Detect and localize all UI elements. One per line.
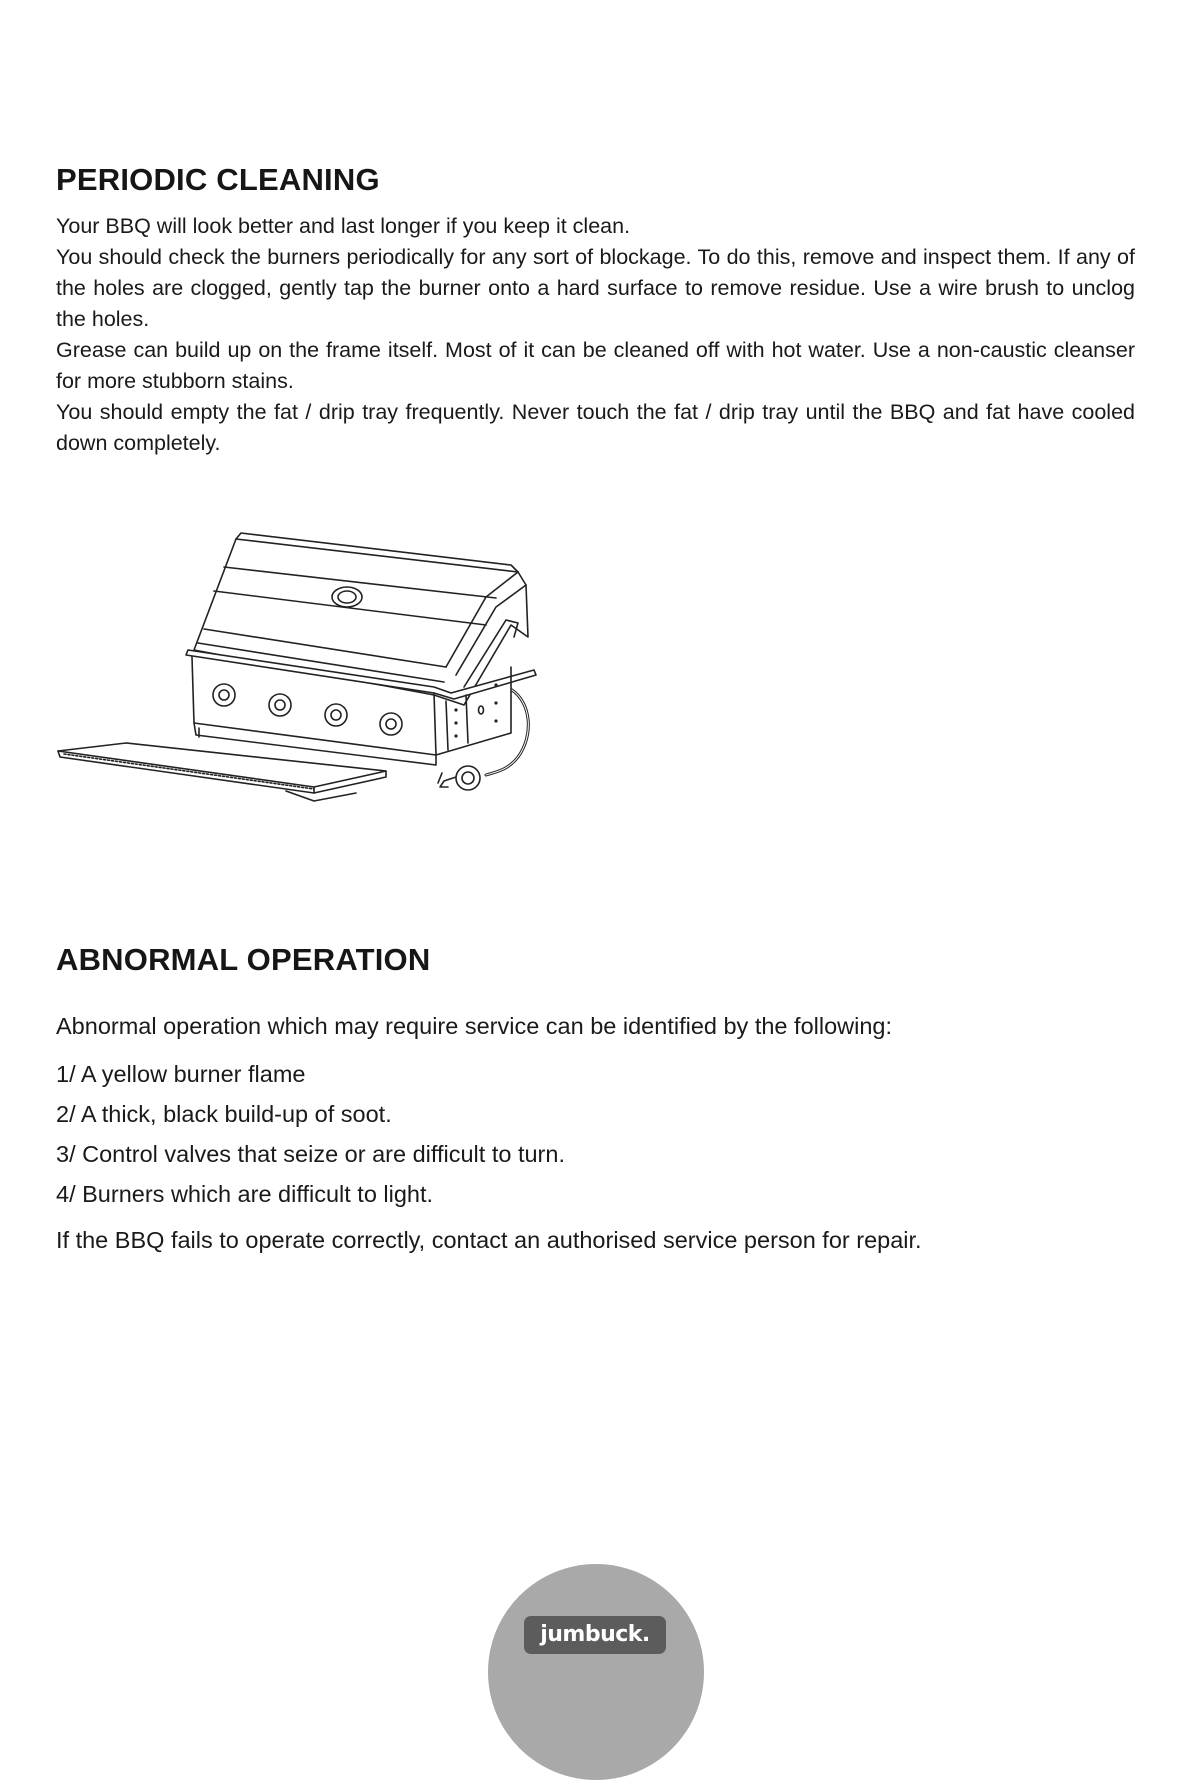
brand-logo: jumbuck. <box>524 1616 666 1654</box>
periodic-cleaning-text <box>56 211 1135 459</box>
paragraph: Your BBQ will look better and last longer if you keep it clean. <box>56 214 631 238</box>
list-item: 1/ A yellow burner flame <box>56 1061 306 1087</box>
paragraph: You should check the burners periodically for any sort of blockage. To do this, remove and inspect them. If any of the holes are clogged, gently tap the burner onto a hard surface to remove residue. Use a wire brush to unclog the holes. <box>56 245 1135 331</box>
footer-badge <box>488 1564 704 1780</box>
list-item: 2/ A thick, black build-up of soot. <box>56 1101 392 1127</box>
abnormal-operation-intro: Abnormal operation which may require service can be identified by the following: <box>56 1013 893 1039</box>
paragraph: You should empty the fat / drip tray frequently. Never touch the fat / drip tray until the BBQ and fat have cooled down completely. <box>56 400 1135 455</box>
list-item: 3/ Control valves that seize or are difficult to turn. <box>56 1141 565 1167</box>
abnormal-operation-closing: If the BBQ fails to operate correctly, contact an authorised service person for repair. <box>56 1227 922 1253</box>
paragraph: Grease can build up on the frame itself. Most of it can be cleaned off with hot water. Use a non-caustic cleanser for more stubborn stains. <box>56 338 1135 393</box>
list-item: 4/ Burners which are difficult to light. <box>56 1181 434 1207</box>
section-heading-abnormal-operation: ABNORMAL OPERATION <box>56 942 431 977</box>
bbq-illustration <box>56 525 546 825</box>
section-heading-periodic-cleaning: PERIODIC CLEANING <box>56 162 380 197</box>
